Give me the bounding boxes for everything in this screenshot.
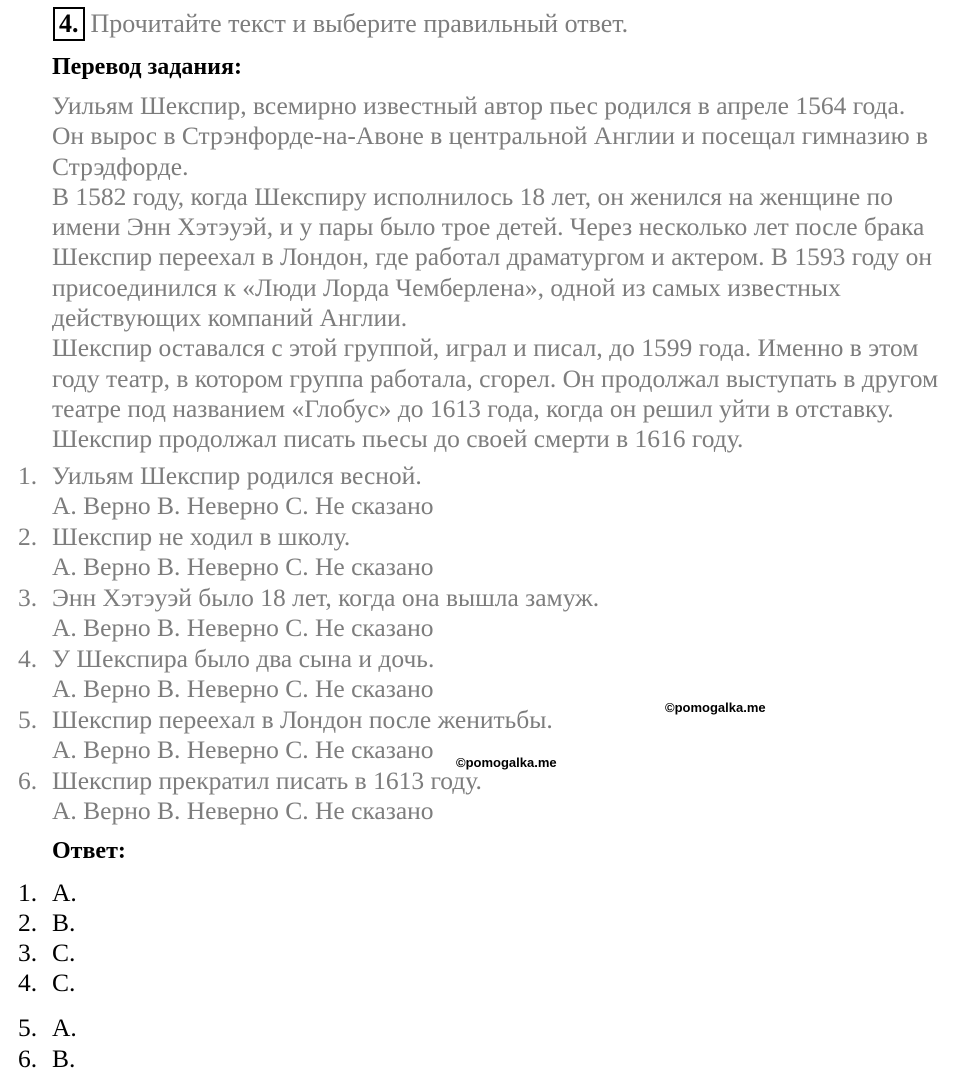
question-number: 5. — [18, 705, 38, 734]
answer-item — [18, 908, 75, 938]
answer-value: B. — [52, 1044, 76, 1073]
answer-item — [18, 968, 75, 998]
question-text: У Шекспира было два сына и дочь. — [52, 644, 435, 673]
passage-paragraph: Шекспир оставался с этой группой, играл и писал, до 1599 года. Именно в этом году театр, в котором группа работала, сгорел. Он продолжал выступать в другом театре под названием «Глобус» до 1613 года, когда он решил уйти в отставку. Шекспир продолжал писать пьесы до своей смерти в 1616 году. — [52, 333, 939, 454]
question-text: Уильям Шекспир родился весной. — [52, 461, 422, 490]
question-options: A. Верно B. Неверно C. Не сказано — [52, 674, 434, 703]
answer-number: 6. — [18, 1044, 38, 1073]
question-options: A. Верно B. Неверно C. Не сказано — [52, 552, 434, 581]
passage-paragraph: В 1582 году, когда Шекспиру исполнилось 18 лет, он женился на женщине по имени Энн Хэтэуэй, и у пары было трое детей. Через несколько лет после брака Шекспир переехал в Лондон, где работал драматургом и актером. В 1593 году он присоединился к «Люди Лорда Чемберлена», одной из самых известных действующих компаний Англии. — [52, 181, 933, 333]
answer-item — [18, 938, 75, 968]
answer-number: 1. — [18, 878, 38, 907]
answer-number: 4. — [18, 968, 38, 997]
answer-item — [18, 878, 77, 908]
answer-number: 3. — [18, 938, 38, 967]
question-options: A. Верно B. Неверно C. Не сказано — [52, 491, 434, 520]
question-text: Шекспир прекратил писать в 1613 году. — [52, 766, 482, 795]
question-number: 3. — [18, 583, 38, 612]
answer-value: C. — [52, 938, 76, 967]
translation-heading: Перевод задания: — [52, 54, 242, 80]
task-instruction: Прочитайте текст и выберите правильный ответ. — [90, 9, 629, 38]
question-number: 1. — [18, 461, 38, 490]
watermark: ©pomogalka.me — [456, 755, 557, 770]
task-number: 4. — [53, 7, 85, 41]
question-number: 4. — [18, 644, 38, 673]
question-number: 6. — [18, 766, 38, 795]
passage-paragraph: Уильям Шекспир, всемирно известный автор пьес родился в апреле 1564 года. Он вырос в Стрэнфорде-на-Авоне в центральной Англии и посещал гимназию в Стрэдфорде. — [52, 91, 929, 181]
question-text: Шекспир не ходил в школу. — [52, 522, 351, 551]
watermark: ©pomogalka.me — [665, 700, 766, 715]
answer-value: A. — [52, 1013, 77, 1042]
answer-number: 5. — [18, 1013, 38, 1042]
question-number: 2. — [18, 522, 38, 551]
answer-item — [18, 1013, 77, 1043]
question-options: A. Верно B. Неверно C. Не сказано — [52, 796, 434, 825]
question-options: A. Верно B. Неверно C. Не сказано — [52, 613, 434, 642]
question-options: A. Верно B. Неверно C. Не сказано — [52, 735, 434, 764]
answer-item — [18, 1044, 75, 1074]
answer-heading: Ответ: — [52, 838, 126, 864]
question-text: Энн Хэтэуэй было 18 лет, когда она вышла замуж. — [52, 583, 600, 612]
answer-value: B. — [52, 908, 76, 937]
answer-value: C. — [52, 968, 76, 997]
question-text: Шекспир переехал в Лондон после женитьбы. — [52, 705, 553, 734]
answer-value: A. — [52, 878, 77, 907]
answer-number: 2. — [18, 908, 38, 937]
